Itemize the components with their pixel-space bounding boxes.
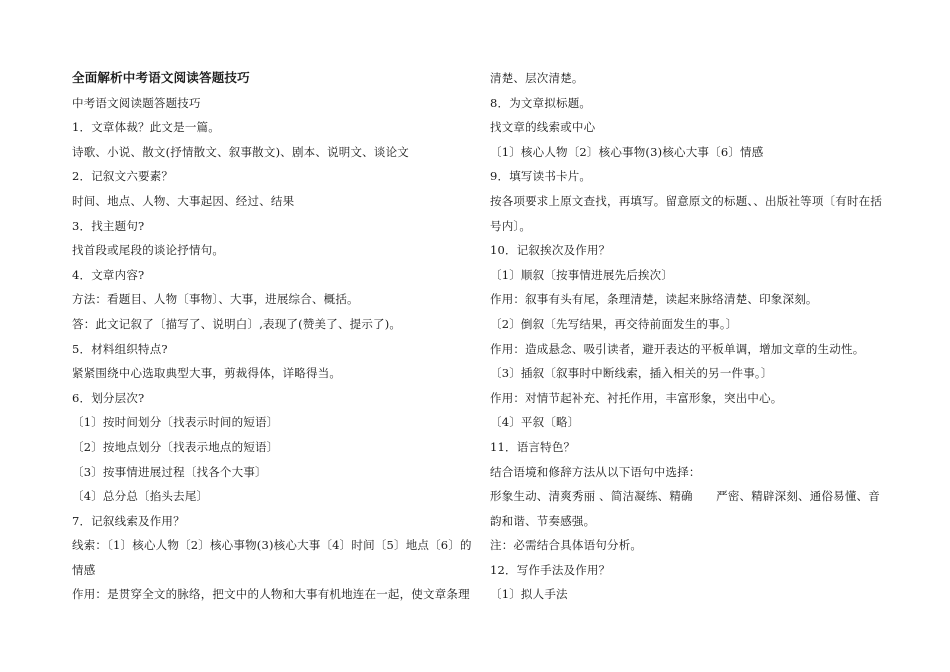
text-line: 〔3〕按事情进展过程〔找各个大事〕 [72, 464, 267, 479]
text-line: 6．划分层次? [72, 390, 145, 405]
left-column [72, 66, 472, 607]
text-line: 〔1〕拟人手法 [490, 587, 568, 602]
text-line: 2．记叙文六要素？ [72, 169, 174, 184]
text-line: 清楚、层次清楚。 [490, 71, 584, 85]
text-line: 〔4〕平叙〔略〕 [490, 415, 580, 430]
text-line: 中考语文阅读题答题技巧 [72, 95, 201, 110]
text-line: 结合语境和修辞方法从以下语句中选择： [490, 464, 701, 479]
text-line: 5．材料组织特点? [72, 341, 168, 356]
text-line: 〔1〕顺叙〔按事情进展先后挨次〕 [490, 267, 674, 282]
text-line: 〔2〕倒叙〔先写结果，再交待前面发生的事。〕 [490, 316, 738, 331]
text-line: 紧紧围绕中心选取典型大事，剪裁得体，详略得当。 [72, 366, 342, 381]
text-line: 作用：对情节起补充、衬托作用，丰富形象，突出中心。 [490, 390, 783, 405]
text-line: 作用：造成悬念、吸引读者，避开表达的平板单调，增加文章的生动性。 [490, 341, 865, 356]
right-column [490, 66, 883, 607]
text-line: 按各项要求上原文查找，再填写。留意原文的标题、、出版社等项〔有时在括 [490, 193, 883, 208]
text-line: 韵和谐、节奏感强。 [490, 513, 596, 528]
document-title: 全面解析中考语文阅读答题技巧 [72, 70, 250, 85]
text-line: 找首段或尾段的谈论抒情句。 [72, 243, 225, 258]
text-line: 7．记叙线索及作用？ [72, 513, 185, 528]
text-line: 作用：是贯穿全文的脉络，把文中的人物和大事有机地连在一起，使文章条理 [72, 587, 470, 602]
text-line: 1．文章体裁？此文是一篇。 [72, 120, 220, 135]
text-line: 方法：看题目、人物〔事物〕、大事，进展综合、概括。 [72, 292, 359, 307]
text-line: 〔3〕插叙〔叙事时中断线索，插入相关的另一件事。〕 [490, 366, 773, 381]
text-line: 答：此文记叙了〔描写了、说明白〕,表现了(赞美了、提示了)。 [72, 316, 402, 331]
text-line: 〔2〕按地点划分〔找表示地点的短语〕 [72, 439, 279, 454]
text-line: 号内〕。 [490, 218, 532, 233]
text-line: 形象生动、清爽秀丽 、简洁凝练、精确 严密、精辟深刻、通俗易懂、音 [490, 489, 880, 504]
text-line: 〔4〕总分总〔掐头去尾〕 [72, 489, 209, 504]
text-line: 4．文章内容? [72, 267, 145, 282]
text-line: 诗歌、小说、散文(抒情散文、叙事散文)、剧本、说明文、谈论文 [72, 144, 409, 159]
text-line: 时间、地点、人物、大事起因、经过、结果 [72, 193, 295, 208]
text-line: 12．写作手法及作用？ [490, 562, 611, 577]
text-line: 〔1〕按时间划分〔找表示时间的短语〕 [72, 415, 279, 430]
text-line: 线索：〔1〕核心人物〔2〕核心事物(3)核心大事〔4〕时间〔5〕地点〔6〕的 [72, 538, 472, 553]
text-line: 情感 [72, 562, 96, 577]
text-line: 10．记叙挨次及作用？ [490, 243, 611, 258]
text-line: 找文章的线索或中心 [490, 120, 596, 135]
text-line: 11．语言特色？ [490, 439, 576, 454]
text-line: 作用：叙事有头有尾，条理清楚，读起来脉络清楚、印象深刻。 [490, 292, 818, 307]
text-line: 3．找主题句? [72, 218, 145, 233]
text-line: 注：必需结合具体语句分析。 [490, 538, 643, 553]
text-line: 〔1〕核心人物〔2〕核心事物(3)核心大事〔6〕情感 [490, 144, 764, 159]
text-line: 9．填写读书卡片。 [490, 169, 592, 184]
text-line: 8．为文章拟标题。 [490, 95, 592, 110]
